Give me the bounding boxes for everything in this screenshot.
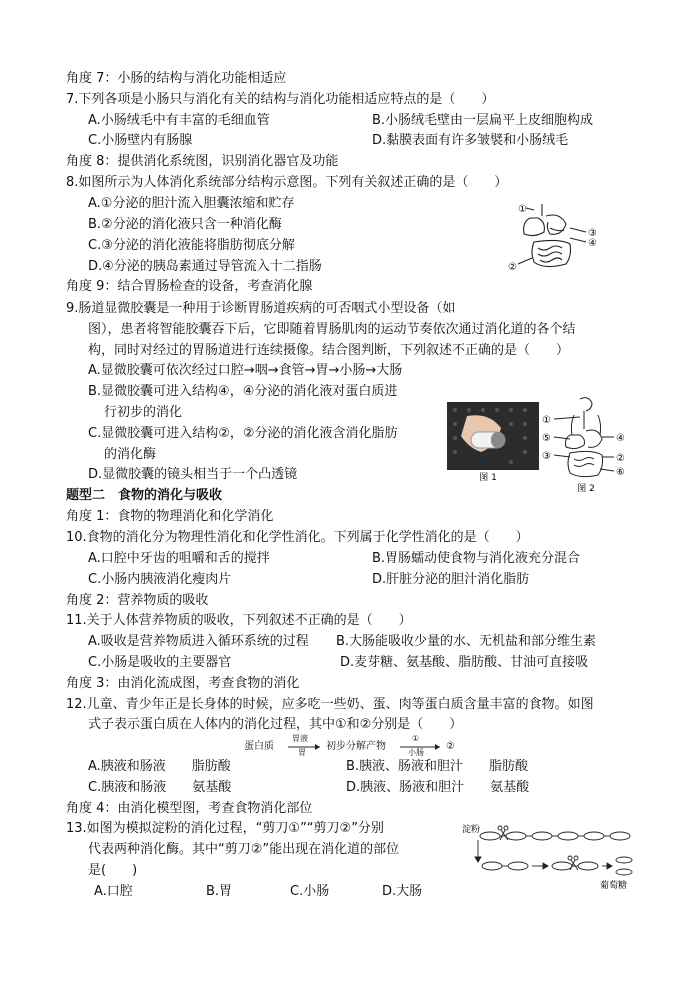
fig8-label-4: ④ [588, 238, 597, 249]
q10-option-b: B.胃肠蠕动使食物与消化液充分混合 [372, 551, 581, 566]
q12-option-c: C.胰液和肠液 氨基酸 [88, 780, 232, 795]
q11-option-c: C.小肠是吸收的主要器官 [88, 655, 232, 670]
q8-option-a: A.①分泌的胆汁流入胆囊浓缩和贮存 [88, 196, 295, 211]
q12-option-d: D.胰液、肠液和胆汁 氨基酸 [346, 780, 530, 795]
q11-option-b: B.大肠能吸收少量的水、无机盐和部分维生素 [336, 634, 597, 649]
heading-angle-7: 角度 7：小肠的结构与消化功能相适应 [66, 71, 287, 86]
question-12-line-2: 式子表示蛋白质在人体内的消化过程，其中①和②分别是（ ） [88, 717, 463, 732]
protein-digestion-flow [236, 734, 476, 756]
fig2-label-4: ④ [616, 433, 625, 444]
q9-option-d: D.显微胶囊的镜头相当于一个凸透镜 [88, 467, 298, 482]
heading-angle-8: 角度 8：提供消化系统图，识别消化器官及功能 [66, 154, 339, 169]
q9-option-a: A.显微胶囊可依次经过口腔→咽→食管→胃→小肠→大肠 [88, 363, 403, 378]
question-9-line-1: 9.肠道显微胶囊是一种用于诊断胃肠道疾病的可否咽式小型设备（如 [66, 301, 456, 316]
heading-t2-angle-3: 角度 3：由消化流成图，考查食物的消化 [66, 676, 300, 691]
q12-option-b: B.胰液、肠液和胆汁 脂肪酸 [346, 759, 529, 774]
question-9-line-2: 图），患者将智能胶囊吞下后，它即随着胃肠肌肉的运动节奏依次通过消化道的各个结 [88, 322, 576, 337]
q12-option-a: A.胰液和肠液 脂肪酸 [88, 759, 231, 774]
q10-option-c: C.小肠内胰液消化瘦肉片 [88, 572, 232, 587]
fig2-label-1: ① [542, 415, 551, 426]
q10-option-d: D.肝脏分泌的胆汁消化脂肪 [372, 572, 530, 587]
question-9-line-3: 构，同时对经过的胃肠道进行连续摄像。结合图判断，下列叙述不正确的是（ ） [88, 343, 570, 358]
flow-arrow1-top: 胃液 [292, 734, 308, 743]
fig8-label-2: ② [508, 262, 517, 273]
q9-option-c-line-2: 的消化酶 [104, 447, 157, 462]
question-13-line-1: 13.如图为模拟淀粉的消化过程，“剪刀①”“剪刀②”分别 [66, 821, 384, 836]
q7-option-d: D.黏膜表面有许多皱襞和小肠绒毛 [372, 133, 569, 148]
q9-option-c-line-1: C.显微胶囊可进入结构②，②分泌的消化液含消化脂肪 [88, 426, 398, 441]
flow-arrow1-bottom: 胃 [298, 748, 306, 757]
fig2-label-2: ② [616, 453, 625, 464]
fig8-label-3: ③ [588, 228, 597, 239]
q7-option-c: C.小肠壁内有肠腺 [88, 133, 193, 148]
heading-t2-angle-2: 角度 2：营养物质的吸收 [66, 593, 209, 608]
q11-option-a: A.吸收是营养物质进入循环系统的过程 [88, 634, 309, 649]
fig2-caption: 图 2 [577, 484, 595, 494]
fig1-caption: 图 1 [479, 473, 497, 482]
q13-option-a: A.口腔 [94, 884, 133, 899]
q9-option-b-line-1: B.显微胶囊可进入结构④，④分泌的消化液对蛋白质进 [88, 384, 398, 399]
flow-start: 蛋白质 [244, 741, 274, 752]
question-10: 10.食物的消化分为物理性消化和化学性消化。下列属于化学性消化的是（ ） [66, 530, 529, 545]
section-heading-type-2: 题型二 食物的消化与吸收 [66, 488, 223, 503]
q13-option-d: D.大肠 [382, 884, 423, 899]
capsule-photo [447, 402, 539, 482]
digestive-system-figure [500, 198, 610, 282]
question-13-line-3: 是( ) [88, 863, 138, 878]
q13-option-c: C.小肠 [290, 884, 330, 899]
question-7: 7.下列各项是小肠只与消化有关的结构与消化功能相适应特点的是（ ） [66, 92, 495, 107]
q7-option-b: B.小肠绒毛壁由一层扁平上皮细胞构成 [372, 113, 594, 128]
heading-t2-angle-1: 角度 1：食物的物理消化和化学消化 [66, 509, 274, 524]
flow-arrow2-bottom: 小肠 [408, 748, 424, 757]
fig2-label-3: ③ [542, 451, 551, 462]
glucose-label: 葡萄糖 [600, 881, 628, 891]
stomach-shape [546, 215, 566, 234]
flow-arrows [236, 734, 476, 756]
starch-label: 淀粉 [462, 825, 481, 835]
question-11: 11.关于人体营养物质的吸收，下列叙述不正确的是（ ） [66, 613, 412, 628]
q13-option-b: B.胃 [206, 884, 233, 899]
q7-option-a: A.小肠绒毛中有丰富的毛细血管 [88, 113, 270, 128]
q8-option-c: C.③分泌的消化液能将脂肪彻底分解 [88, 238, 295, 253]
question-13-line-2: 代表两种消化酶。其中“剪刀②”能出现在消化道的部位 [88, 842, 400, 857]
q10-option-a: A.口腔中牙齿的咀嚼和舌的搅拌 [88, 551, 270, 566]
flow-mid: 初步分解产物 [326, 741, 386, 752]
flow-end: ② [446, 741, 455, 752]
fig2-label-5: ⑤ [542, 433, 551, 444]
liver-shape [524, 218, 545, 236]
q8-option-b: B.②分泌的消化液只含一种消化酶 [88, 217, 282, 232]
flow-arrow2-top: ① [412, 734, 420, 743]
heading-t2-angle-4: 角度 4：由消化模型图，考查食物消化部位 [66, 801, 313, 816]
q11-option-d: D.麦芽糖、氨基酸、脂肪酸、甘油可直接吸 [340, 655, 589, 670]
question-8: 8.如图所示为人体消化系统部分结构示意图。下列有关叙述正确的是（ ） [66, 175, 508, 190]
starch-digestion-model [460, 820, 640, 892]
fig8-label-1: ① [518, 204, 527, 215]
fig2-label-6: ⑥ [616, 467, 625, 478]
q8-option-d: D.④分泌的胰岛素通过导管流入十二指肠 [88, 259, 322, 274]
question-12-line-1: 12.儿童、青少年正是长身体的时候，应多吃一些奶、蛋、肉等蛋白质含量丰富的食物。如图 [66, 697, 594, 712]
heading-angle-9: 角度 9：结合胃肠检查的设备，考查消化腺 [66, 279, 313, 294]
q9-option-b-line-2: 行初步的消化 [104, 405, 183, 420]
digestive-figure-2 [540, 395, 630, 495]
